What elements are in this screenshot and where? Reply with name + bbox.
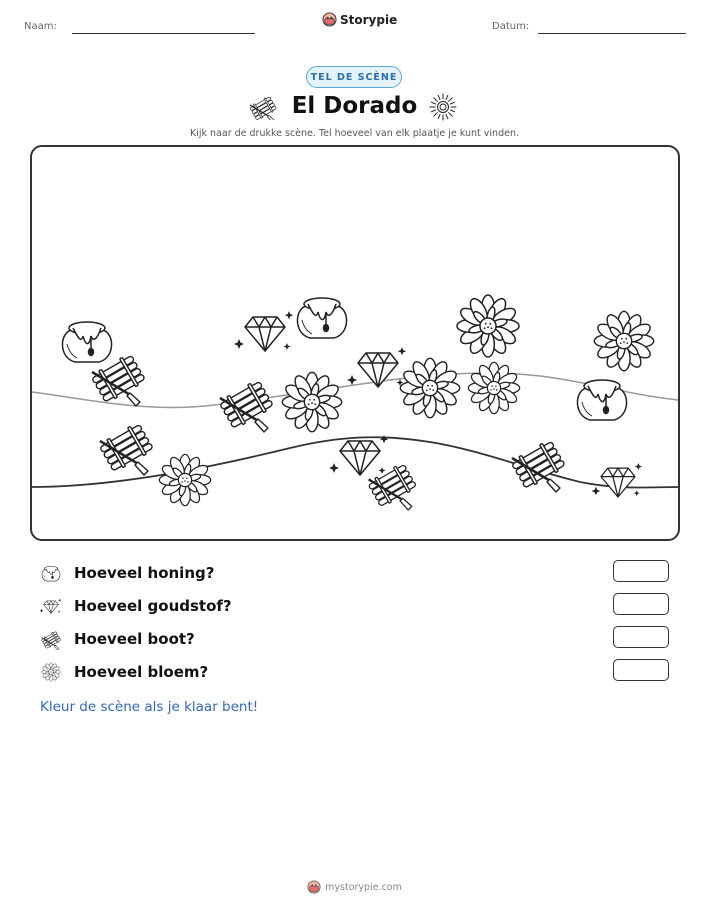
name-input-line[interactable] bbox=[72, 33, 255, 34]
answer-box-flower[interactable] bbox=[613, 659, 669, 681]
raft-3 bbox=[98, 422, 154, 475]
date-label: Datum: bbox=[492, 21, 530, 32]
raft-4 bbox=[367, 462, 417, 510]
raft-icon bbox=[40, 628, 62, 650]
flower-2 bbox=[594, 311, 653, 370]
footer-url[interactable]: mystorypie.com bbox=[325, 881, 402, 893]
flower-1 bbox=[457, 295, 519, 357]
answer-box-boat[interactable] bbox=[613, 626, 669, 648]
question-label: Hoeveel boot? bbox=[74, 630, 195, 648]
raft-2 bbox=[218, 379, 274, 432]
storypie-mascot-icon bbox=[307, 880, 321, 894]
answer-box-gold-dust[interactable] bbox=[613, 593, 669, 615]
footer bbox=[0, 880, 709, 894]
diamond-2 bbox=[347, 347, 406, 387]
flower-3 bbox=[282, 372, 341, 431]
question-honey bbox=[40, 561, 214, 585]
flower-5 bbox=[468, 362, 519, 413]
flower-6 bbox=[159, 454, 210, 505]
brand-logo bbox=[322, 12, 397, 27]
name-label: Naam: bbox=[24, 21, 57, 32]
raft-5 bbox=[510, 439, 566, 492]
question-label: Hoeveel honing? bbox=[74, 564, 215, 582]
question-label: Hoeveel bloem? bbox=[74, 663, 209, 681]
honey-pot-1 bbox=[62, 322, 111, 362]
question-gold-dust bbox=[40, 594, 232, 618]
diamond-1 bbox=[234, 311, 293, 351]
honey-pot-2 bbox=[297, 298, 346, 338]
sun-icon bbox=[428, 92, 458, 122]
counting-scene bbox=[30, 145, 680, 541]
flower-4 bbox=[400, 358, 459, 417]
page-subtitle: Kijk naar de drukke scène. Tel hoeveel van elk plaatje je kunt vinden. bbox=[190, 128, 519, 139]
activity-badge: TEL DE SCÈNE bbox=[306, 66, 402, 88]
answer-box-honey[interactable] bbox=[613, 560, 669, 582]
question-boat bbox=[40, 627, 195, 651]
brand-name: Storypie bbox=[340, 12, 398, 27]
storypie-mascot-icon bbox=[322, 12, 337, 27]
diamond-4 bbox=[592, 463, 642, 497]
honey-pot-3 bbox=[577, 380, 626, 420]
diamond-icon bbox=[40, 595, 62, 617]
honey-pot-icon bbox=[40, 562, 62, 584]
page-title: El Dorado bbox=[291, 93, 418, 119]
coloring-instruction: Kleur de scène als je klaar bent! bbox=[40, 699, 259, 715]
question-label: Hoeveel goudstof? bbox=[74, 597, 232, 615]
date-input-line[interactable] bbox=[538, 33, 686, 34]
diamond-3 bbox=[329, 435, 388, 475]
question-flower bbox=[40, 660, 208, 684]
flower-icon bbox=[40, 661, 62, 683]
